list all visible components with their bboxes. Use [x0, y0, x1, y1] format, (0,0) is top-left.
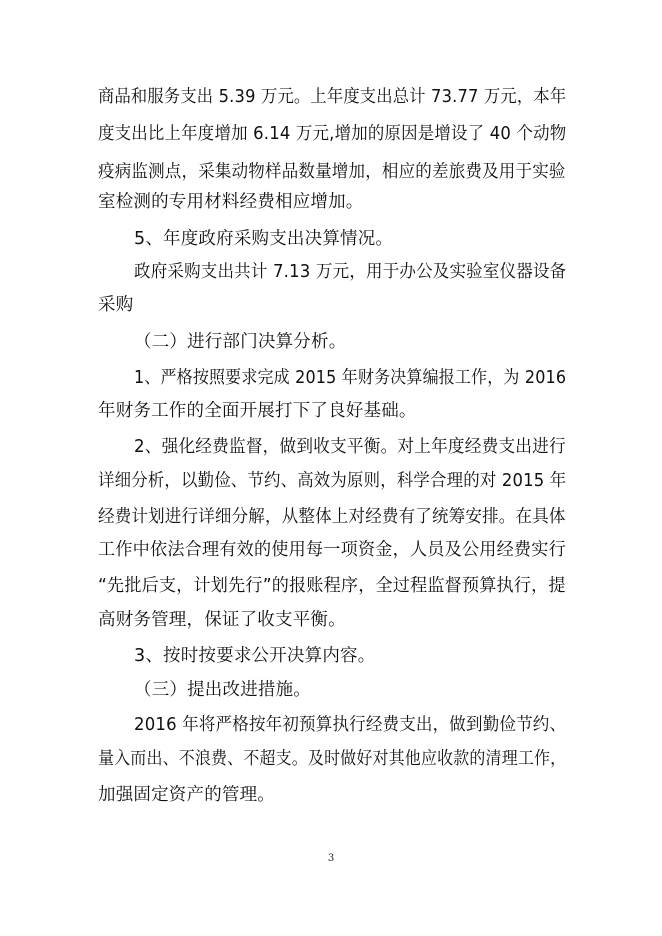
text-line-17: 3、按时按要求公开决算内容。	[134, 646, 376, 666]
section-heading-2: （二）进行部门决算分析。	[134, 332, 347, 352]
text-line-13: 经费计划进行详细分解，从整体上对经费有了统筹安排。在具体	[98, 507, 566, 527]
page-number: 3	[327, 853, 335, 864]
text-line-10: 年财务工作的全面开展打下了良好基础。	[98, 401, 417, 421]
text-line-1: 商品和服务支出 5.39 万元。上年度支出总计 73.77 万元，本年	[98, 87, 567, 107]
text-line-12: 详细分析，以勤俭、节约、高效为原则，科学合理的对 2015 年	[98, 471, 567, 491]
text-line-20: 量入而出、不浪费、不超支。及时做好对其他应收款的清理工作，	[98, 749, 567, 769]
text-line-11: 2、强化经费监督，做到收支平衡。对上年度经费支出进行	[134, 437, 566, 457]
text-line-14: 工作中依法合理有效的使用每一项资金，人员及公用经费实行	[98, 540, 566, 560]
section-heading-3: （三）提出改进措施。	[134, 680, 311, 700]
text-line-19: 2016 年将严格按年初预算执行经费支出，做到勤俭节约、	[134, 715, 567, 735]
text-line-21: 加强固定资产的管理。	[98, 785, 275, 805]
text-line-6: 政府采购支出共计 7.13 万元，用于办公及实验室仪器设备	[134, 262, 567, 282]
text-line-2: 度支出比上年度增加 6.14 万元,增加的原因是增设了 40 个动物	[98, 124, 567, 144]
text-line-3: 疫病监测点，采集动物样品数量增加，相应的差旅费及用于实验	[98, 162, 566, 182]
text-line-16: 高财务管理，保证了收支平衡。	[98, 610, 346, 630]
text-line-5: 5、年度政府采购支出决算情况。	[134, 229, 394, 249]
text-line-9: 1、严格按照要求完成 2015 年财务决算编报工作，为 2016	[134, 368, 567, 388]
text-line-7: 采购	[98, 295, 134, 315]
text-line-4: 室检测的专用材料经费相应增加。	[98, 192, 364, 212]
text-line-15: “先批后支，计划先行”的报账程序，全过程监督预算执行，提	[98, 576, 566, 596]
